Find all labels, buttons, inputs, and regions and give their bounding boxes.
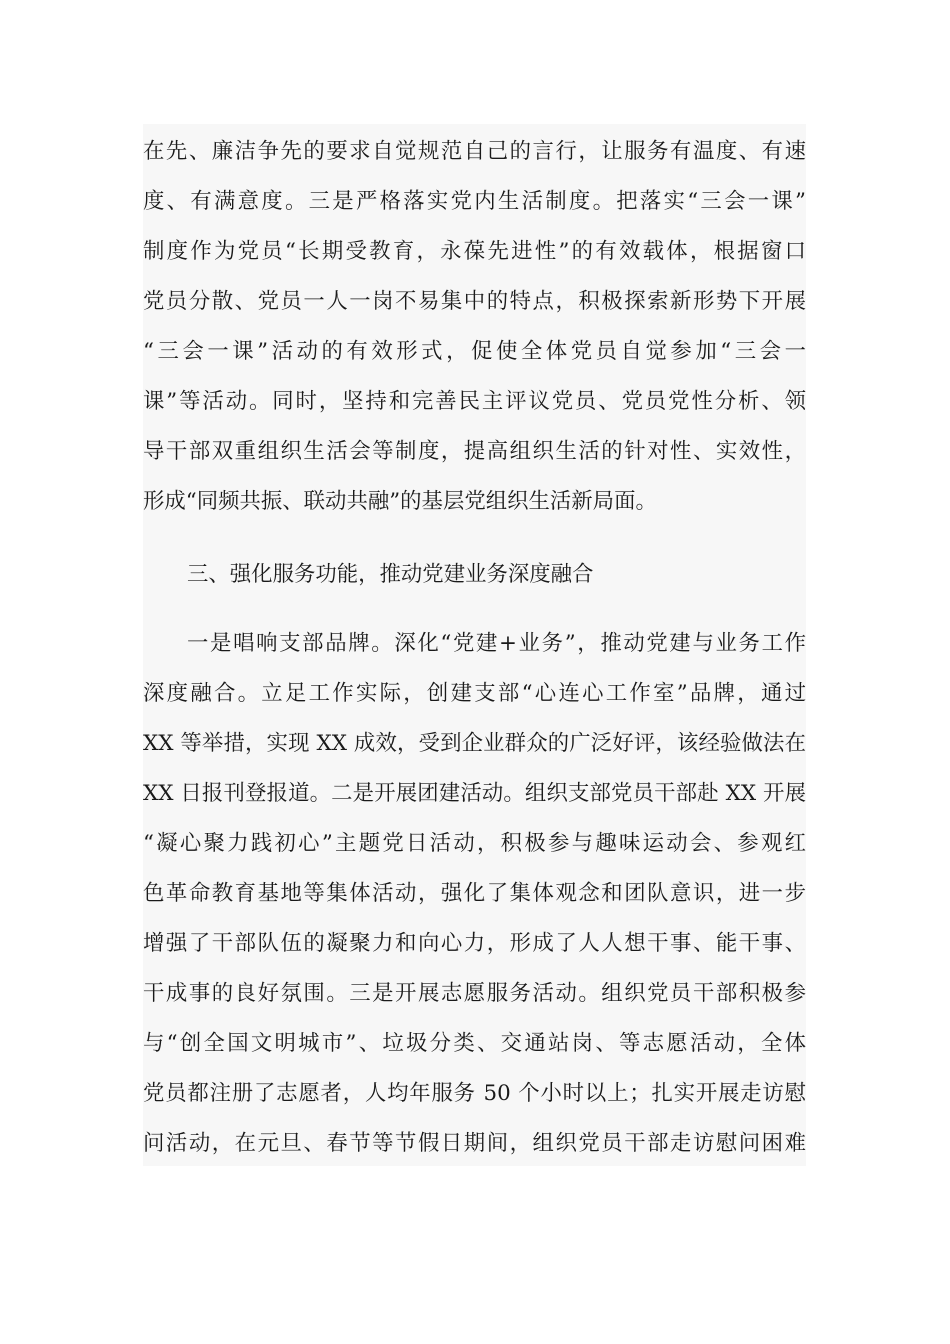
paragraph-line: XX 等举措，实现 XX 成效，受到企业群众的广泛好评，该经验做法在 xyxy=(143,731,806,756)
paragraph-line: 党员分散、党员一人一岗不易集中的特点，积极探索新形势下开展 xyxy=(143,289,806,314)
paragraph-line: 课”等活动。同时，坚持和完善民主评议党员、党员党性分析、领 xyxy=(143,389,806,414)
document-text-block xyxy=(143,124,806,1166)
paragraph-line: 与“创全国文明城市”、垃圾分类、交通站岗、等志愿活动，全体 xyxy=(143,1031,806,1056)
paragraph-line: “凝心聚力践初心”主题党日活动，积极参与趣味运动会、参观红 xyxy=(143,831,806,856)
section-heading: 三、强化服务功能，推动党建业务深度融合 xyxy=(187,562,594,587)
paragraph-line: 在先、廉洁争先的要求自觉规范自己的言行，让服务有温度、有速 xyxy=(143,139,806,164)
paragraph-line: 制度作为党员“长期受教育，永葆先进性”的有效载体，根据窗口 xyxy=(143,239,806,264)
paragraph-line: 导干部双重组织生活会等制度，提高组织生活的针对性、实效性， xyxy=(143,439,806,464)
paragraph-line: 干成事的良好氛围。三是开展志愿服务活动。组织党员干部积极参 xyxy=(143,981,806,1006)
paragraph-line: 深度融合。立足工作实际，创建支部“心连心工作室”品牌，通过 xyxy=(143,681,806,706)
paragraph-line: “三会一课”活动的有效形式，促使全体党员自觉参加“三会一 xyxy=(143,339,806,364)
paragraph-line: XX 日报刊登报道。二是开展团建活动。组织支部党员干部赴 XX 开展 xyxy=(143,781,806,806)
paragraph-line: 色革命教育基地等集体活动，强化了集体观念和团队意识，进一步 xyxy=(143,881,806,906)
paragraph-line: 党员都注册了志愿者，人均年服务 50 个小时以上；扎实开展走访慰 xyxy=(143,1081,806,1106)
paragraph-line: 一是唱响支部品牌。深化“党建+业务”，推动党建与业务工作 xyxy=(187,631,806,656)
paragraph-line: 问活动，在元旦、春节等节假日期间，组织党员干部走访慰问困难 xyxy=(143,1131,806,1156)
paragraph-line: 增强了干部队伍的凝聚力和向心力，形成了人人想干事、能干事、 xyxy=(143,931,806,956)
paragraph-line: 度、有满意度。三是严格落实党内生活制度。把落实“三会一课” xyxy=(143,189,806,214)
paragraph-line: 形成“同频共振、联动共融”的基层党组织生活新局面。 xyxy=(143,489,657,514)
